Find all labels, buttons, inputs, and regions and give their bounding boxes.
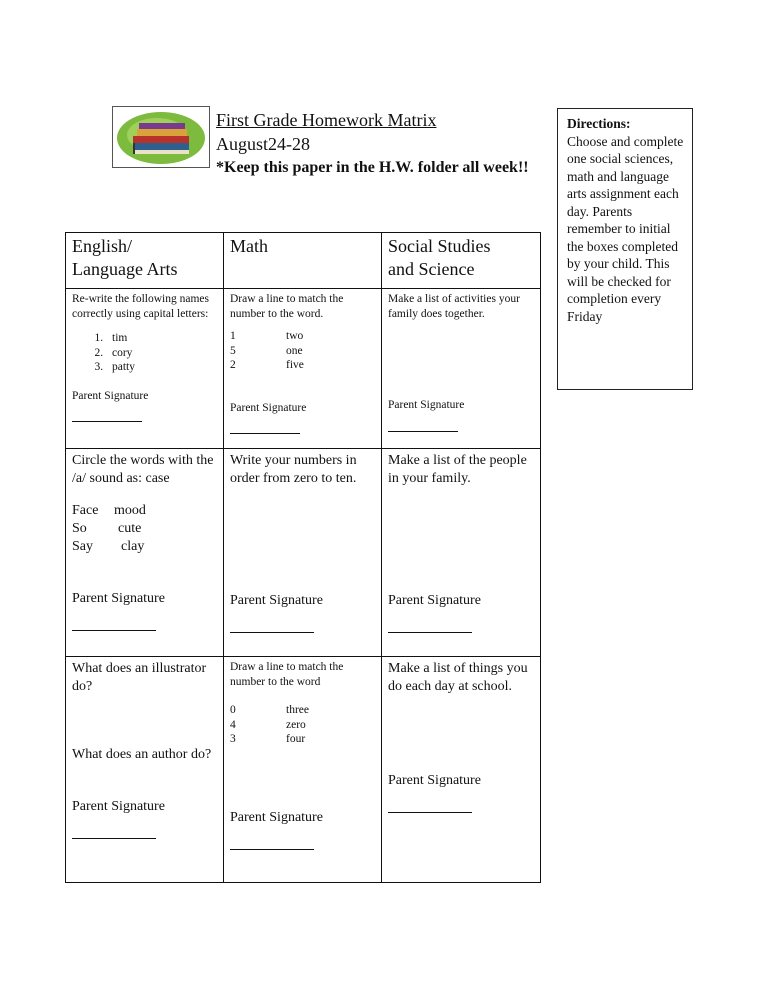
parent-signature-label: Parent Signature — [230, 401, 307, 414]
signature-line[interactable] — [388, 632, 472, 633]
match-pair: 1 two — [230, 330, 304, 342]
signature-line[interactable] — [388, 812, 472, 813]
signature-line[interactable] — [72, 421, 142, 422]
directions-box — [557, 108, 693, 390]
directions-heading: Directions: — [567, 116, 631, 131]
cell-ela-1 — [66, 289, 224, 449]
table-row — [66, 657, 541, 883]
word-pair: Face mood — [72, 503, 146, 518]
parent-signature-label: Parent Signature — [72, 799, 165, 814]
parent-signature-label: Parent Signature — [388, 399, 465, 411]
cell-social-1 — [382, 289, 541, 449]
books-icon — [113, 107, 209, 167]
cell-ela-2 — [66, 449, 224, 657]
parent-signature-label: Parent Signature — [388, 773, 481, 788]
assignment-text: Make a list of things you do each day at school. — [388, 661, 528, 694]
parent-signature-label: Parent Signature — [72, 389, 149, 402]
assignment-text: Re-write the following names correctly using capital letters: — [72, 293, 210, 320]
document-header — [216, 108, 556, 180]
signature-line[interactable] — [230, 632, 314, 633]
assignment-text: Make a list of the people in your family. — [388, 453, 527, 486]
signature-line[interactable] — [230, 849, 314, 850]
parent-signature-label: Parent Signature — [230, 809, 323, 825]
document-title: First Grade Homework Matrix — [216, 110, 437, 130]
cell-math-2 — [224, 449, 382, 657]
match-pair: 4 zero — [230, 718, 306, 731]
assignment-text: Write your numbers in order from zero to ten. — [230, 453, 357, 486]
cell-ela-3 — [66, 657, 224, 883]
list-item: 3. patty — [106, 360, 217, 375]
list-item: 1. tim — [106, 331, 217, 346]
homework-matrix — [65, 232, 541, 883]
signature-line[interactable] — [72, 630, 156, 631]
cell-math-3 — [224, 657, 382, 883]
list-item: 2. cory — [106, 346, 217, 361]
parent-signature-label: Parent Signature — [388, 593, 481, 608]
word-pair: So cute — [72, 521, 142, 536]
directions-text: Choose and complete one social sciences, math and language arts assignment each day. Parents remember to initial the boxes completed by your child. This will be checked for completion every Friday — [567, 133, 684, 324]
header-row — [66, 233, 541, 289]
match-pair: 2 five — [230, 359, 304, 371]
assignment-text: Make a list of activities your family does together. — [388, 293, 520, 320]
column-header-ela: English/ Language Arts — [66, 233, 224, 289]
signature-line[interactable] — [230, 433, 300, 434]
parent-signature-label: Parent Signature — [230, 593, 323, 608]
folder-note: *Keep this paper in the H.W. folder all week!! — [216, 159, 529, 176]
signature-line[interactable] — [388, 431, 458, 432]
cell-social-3 — [382, 657, 541, 883]
table-row — [66, 289, 541, 449]
name-list — [72, 331, 217, 375]
assignment-text: Circle the words with the /a/ sound as: case — [72, 453, 214, 486]
assignment-question: What does an author do? — [72, 747, 212, 762]
table-row — [66, 449, 541, 657]
word-pair: Say clay — [72, 539, 145, 554]
signature-line[interactable] — [72, 838, 156, 839]
assignment-text: Draw a line to match the number to the word — [230, 661, 344, 688]
date-range: August24-28 — [216, 134, 310, 154]
assignment-question: What does an illustrator do? — [72, 661, 207, 694]
match-pair: 3 four — [230, 733, 306, 745]
column-header-social: Social Studies and Science — [382, 233, 541, 289]
match-pair: 0 three — [230, 704, 309, 716]
parent-signature-label: Parent Signature — [72, 591, 165, 606]
books-logo — [112, 106, 210, 168]
assignment-text: Draw a line to match the number to the word. — [230, 293, 344, 320]
cell-math-1 — [224, 289, 382, 449]
match-pair: 5 one — [230, 344, 303, 357]
column-header-math: Math — [224, 233, 382, 289]
cell-social-2 — [382, 449, 541, 657]
